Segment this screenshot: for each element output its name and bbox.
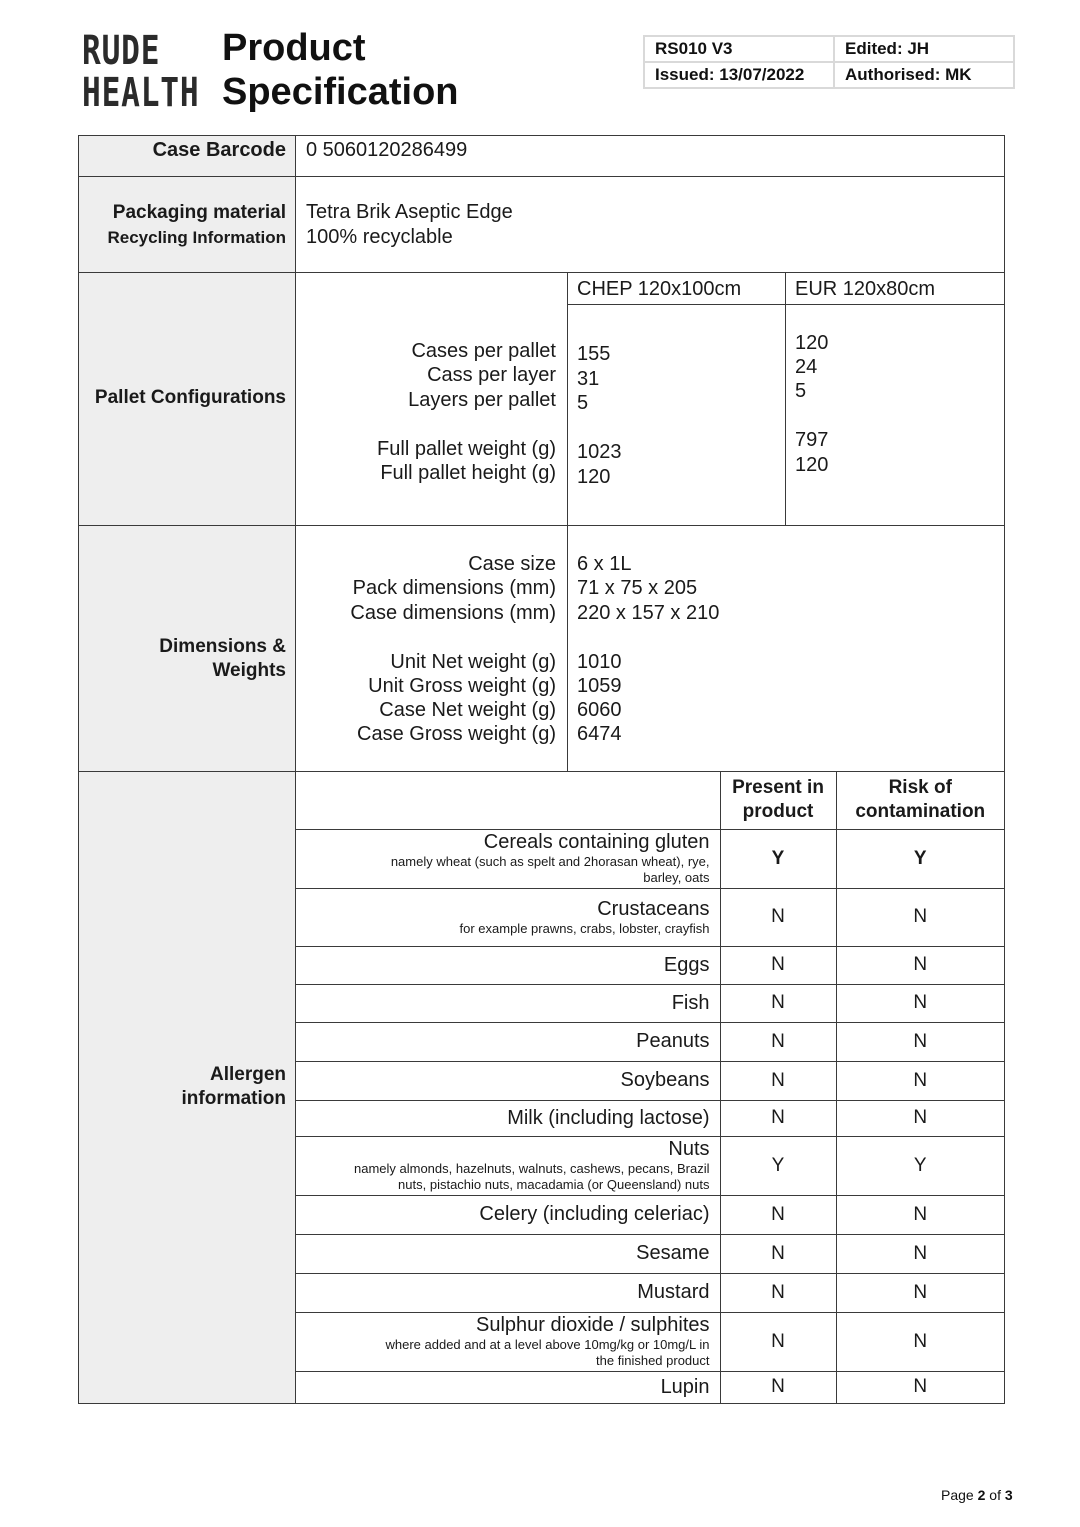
allergen-name: Celery (including celeriac) xyxy=(479,1203,710,1225)
allergen-name-cell xyxy=(296,946,720,984)
allergen-header-row xyxy=(296,771,1004,829)
page-number xyxy=(941,1487,1013,1503)
pallet-row-label: Cass per layer xyxy=(427,364,556,386)
allergen-name-cell xyxy=(296,1136,720,1195)
risk-header-line-1: Risk of xyxy=(888,776,952,798)
allergen-name-cell xyxy=(296,1100,720,1136)
dimension-value: 1010 xyxy=(577,651,622,673)
allergen-name-cell xyxy=(296,829,720,888)
allergen-name-cell xyxy=(296,1273,720,1312)
allergen-description: where added and at a level above 10mg/kg or 10mg/L in xyxy=(385,1337,710,1352)
dimension-row-label: Unit Gross weight (g) xyxy=(368,675,556,697)
allergen-name-cell xyxy=(296,1061,720,1100)
allergen-present-value: N xyxy=(720,888,836,946)
allergen-present-value: N xyxy=(720,1061,836,1100)
allergen-name: Sulphur dioxide / sulphites xyxy=(476,1314,710,1336)
present-header xyxy=(720,771,836,829)
allergen-risk-value: N xyxy=(836,1061,1004,1100)
brand-logo xyxy=(82,30,199,114)
allergen-risk-value: Y xyxy=(836,1136,1004,1195)
allergen-name: Soybeans xyxy=(620,1069,710,1091)
dimension-row-label: Case size xyxy=(468,553,556,575)
doc-edited: Edited: JH xyxy=(834,36,1014,62)
pallet-column-divider xyxy=(785,272,786,525)
allergen-risk-value: N xyxy=(836,984,1004,1022)
allergen-present-value: Y xyxy=(720,1136,836,1195)
dimension-row-label: Pack dimensions (mm) xyxy=(352,577,556,599)
risk-header xyxy=(836,771,1004,829)
allergen-description: namely wheat (such as spelt and 2horasan wheat), rye, xyxy=(390,854,710,869)
allergen-description: for example prawns, crabs, lobster, crayfish xyxy=(459,920,710,936)
allergen-name: Fish xyxy=(671,991,710,1014)
page-title xyxy=(222,26,459,114)
allergen-present-value: N xyxy=(720,984,836,1022)
allergen-present-value: N xyxy=(720,1195,836,1234)
allergen-row xyxy=(296,946,1004,984)
allergen-row xyxy=(296,1312,1004,1371)
allergen-row xyxy=(296,1100,1004,1136)
allergen-row xyxy=(296,1195,1004,1234)
allergen-present-value: N xyxy=(720,1312,836,1371)
pallet-row-label: Full pallet height (g) xyxy=(380,462,556,484)
recycling-value: 100% recyclable xyxy=(306,226,453,248)
allergen-row xyxy=(296,984,1004,1022)
logo-line-1: RUDE xyxy=(82,28,161,74)
allergen-present-value: Y xyxy=(720,829,836,888)
recycling-label: Recycling Information xyxy=(107,228,286,247)
allergen-row xyxy=(296,1022,1004,1061)
allergen-name: Cereals containing gluten xyxy=(483,831,710,853)
allergen-name: Mustard xyxy=(637,1281,710,1303)
doc-authorised: Authorised: MK xyxy=(834,62,1014,88)
specification-table xyxy=(78,135,1005,1404)
pallet-row-label: Layers per pallet xyxy=(408,389,556,411)
packaging-label: Packaging material xyxy=(112,202,286,223)
page-total: 3 xyxy=(1004,1487,1013,1503)
allergen-row xyxy=(296,829,1004,888)
allergen-row xyxy=(296,1371,1004,1403)
row-divider xyxy=(79,272,1004,273)
allergen-name-cell xyxy=(296,1234,720,1273)
allergen-name: Crustaceans xyxy=(597,897,710,920)
allergen-name-cell xyxy=(296,984,720,1022)
allergen-risk-value: N xyxy=(836,1234,1004,1273)
allergen-description: nuts, pistachio nuts, macadamia (or Queensland) nuts xyxy=(398,1177,710,1192)
pallet-chep-value: 120 xyxy=(577,466,611,488)
document-meta-table xyxy=(643,35,1015,89)
allergen-row xyxy=(296,1234,1004,1273)
dimensions-label-line-1: Dimensions & xyxy=(159,636,286,657)
allergen-name: Lupin xyxy=(660,1375,710,1398)
pallet-chep-value: 5 xyxy=(577,392,589,414)
pallet-eur-value: 5 xyxy=(795,380,807,402)
pallet-eur-value: 24 xyxy=(795,356,818,378)
risk-header-line-2: contamination xyxy=(855,800,986,822)
dimension-value: 6 x 1L xyxy=(577,553,632,575)
row-divider xyxy=(79,176,1004,177)
dimensions-label-cell xyxy=(79,525,296,771)
allergen-name: Peanuts xyxy=(636,1030,710,1052)
dimension-row-label: Case Gross weight (g) xyxy=(357,723,556,745)
dimension-row-label: Case Net weight (g) xyxy=(379,699,556,721)
allergen-present-value: N xyxy=(720,1100,836,1136)
title-line-2: Specification xyxy=(222,71,459,113)
allergen-name-cell xyxy=(296,1195,720,1234)
allergen-name-cell xyxy=(296,1371,720,1403)
doc-issued: Issued: 13/07/2022 xyxy=(644,62,834,88)
page-label: Page xyxy=(941,1487,974,1503)
pallet-chep-value: 155 xyxy=(577,343,611,365)
allergen-name-cell xyxy=(296,1312,720,1371)
pallet-chep-header: CHEP 120x100cm xyxy=(577,278,742,300)
allergen-risk-value: N xyxy=(836,1100,1004,1136)
allergen-name: Eggs xyxy=(663,953,710,976)
dimension-row-label: Case dimensions (mm) xyxy=(350,602,556,624)
pallet-eur-value: 120 xyxy=(795,454,829,476)
dimension-value: 71 x 75 x 205 xyxy=(577,577,698,599)
allergen-risk-value: N xyxy=(836,1022,1004,1061)
pallet-eur-value: 797 xyxy=(795,429,829,451)
allergen-description: namely almonds, hazelnuts, walnuts, cashews, pecans, Brazil xyxy=(353,1161,710,1176)
present-header-line-1: Present in xyxy=(732,776,824,798)
pallet-chep-value: 31 xyxy=(577,368,600,390)
allergen-label-cell xyxy=(79,771,296,1403)
title-line-1: Product xyxy=(222,27,366,69)
dimension-value: 6474 xyxy=(577,723,622,745)
allergen-risk-value: N xyxy=(836,1195,1004,1234)
dimension-value: 220 x 157 x 210 xyxy=(577,602,720,624)
pallet-chep-value: 1023 xyxy=(577,441,622,463)
logo-line-2: HEALTH xyxy=(82,70,200,116)
allergen-risk-value: N xyxy=(836,1371,1004,1403)
allergen-present-value: N xyxy=(720,1371,836,1403)
value-column-divider xyxy=(567,272,568,771)
allergen-name-cell xyxy=(296,1022,720,1061)
dimension-value: 1059 xyxy=(577,675,622,697)
allergen-description: the finished product xyxy=(596,1353,710,1368)
allergen-label-line-2: information xyxy=(181,1088,286,1109)
packaging-material-value: Tetra Brik Aseptic Edge xyxy=(306,201,513,223)
pallet-row-label: Cases per pallet xyxy=(411,340,556,362)
dimensions-label-line-2: Weights xyxy=(212,660,286,681)
page-of: of xyxy=(989,1487,1001,1503)
allergen-row xyxy=(296,1061,1004,1100)
allergen-risk-value: N xyxy=(836,1273,1004,1312)
allergen-row xyxy=(296,1136,1004,1195)
packaging-label-cell xyxy=(79,176,296,272)
allergen-present-value: N xyxy=(720,1234,836,1273)
allergen-present-value: N xyxy=(720,946,836,984)
page-current: 2 xyxy=(977,1487,986,1503)
case-barcode-label: Case Barcode xyxy=(152,139,286,161)
allergen-risk-value: N xyxy=(836,1312,1004,1371)
pallet-eur-value: 120 xyxy=(795,332,829,354)
doc-reference: RS010 V3 xyxy=(644,36,834,62)
dimension-row-label: Unit Net weight (g) xyxy=(390,651,556,673)
pallet-label: Pallet Configurations xyxy=(94,387,286,408)
allergen-name: Nuts xyxy=(668,1138,710,1160)
pallet-row-label: Full pallet weight (g) xyxy=(377,438,556,460)
row-divider xyxy=(79,525,1004,526)
allergen-risk-value: Y xyxy=(836,829,1004,888)
case-barcode-label-cell xyxy=(79,136,296,176)
allergen-description: barley, oats xyxy=(643,870,710,885)
allergen-name: Milk (including lactose) xyxy=(507,1106,710,1129)
allergen-row xyxy=(296,888,1004,946)
allergen-header-blank xyxy=(296,771,720,829)
allergen-present-value: N xyxy=(720,1273,836,1312)
allergen-row xyxy=(296,1273,1004,1312)
allergen-risk-value: N xyxy=(836,888,1004,946)
allergen-label-line-1: Allergen xyxy=(209,1064,286,1085)
present-header-line-2: product xyxy=(742,800,814,822)
allergen-table xyxy=(296,771,1004,1403)
pallet-label-cell xyxy=(79,272,296,525)
pallet-eur-header: EUR 120x80cm xyxy=(795,278,936,300)
allergen-risk-value: N xyxy=(836,946,1004,984)
dimension-value: 6060 xyxy=(577,699,622,721)
allergen-present-value: N xyxy=(720,1022,836,1061)
allergen-name: Sesame xyxy=(636,1242,710,1264)
case-barcode-value: 0 5060120286499 xyxy=(306,139,468,161)
allergen-name-cell xyxy=(296,888,720,946)
